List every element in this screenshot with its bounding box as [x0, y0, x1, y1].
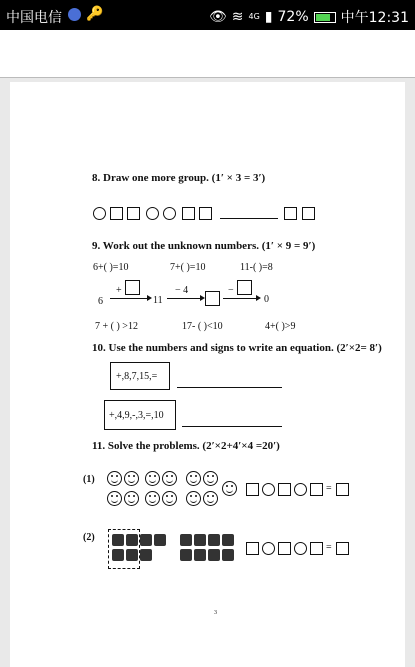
block-icon: [112, 534, 124, 546]
block-icon: [208, 549, 220, 561]
battery-icon: [314, 12, 336, 23]
arrow-icon: [223, 298, 257, 299]
square-shape: [110, 207, 123, 220]
block-icon: [126, 549, 138, 561]
q11-part-2: (2): [83, 532, 95, 543]
smiley-icon: [162, 491, 177, 506]
smiley-icon: [203, 491, 218, 506]
q9-item: 7+( )=10: [170, 262, 206, 273]
block-icon: [194, 549, 206, 561]
block-icon: [222, 549, 234, 561]
q8-title: 8. Draw one more group. (1′ × 3 = 3′): [92, 172, 266, 184]
block-icon: [194, 534, 206, 546]
q11-part-1: (1): [83, 474, 95, 485]
answer-box[interactable]: [278, 483, 291, 496]
smiley-icon: [186, 471, 201, 486]
equals-sign: =: [326, 483, 332, 494]
network-type: 4G: [248, 12, 260, 21]
q11-title: 11. Solve the problems. (2′×2+4′×4 =20′): [92, 440, 280, 452]
smiley-icon: [124, 471, 139, 486]
operator-circle[interactable]: [262, 542, 275, 555]
answer-box[interactable]: [278, 542, 291, 555]
block-icon: [126, 534, 138, 546]
q9-title: 9. Work out the unknown numbers. (1′ × 9 = 9′): [92, 240, 316, 252]
block-icon: [180, 534, 192, 546]
smiley-icon: [107, 491, 122, 506]
smiley-icon: [162, 471, 177, 486]
q10-box-1: [110, 362, 170, 390]
q10-title: 10. Use the numbers and signs to write an equation. (2′×2= 8′): [92, 342, 382, 354]
chain-op: −: [228, 285, 234, 296]
q10-box-2-text: +,4,9,-,3,=,10: [109, 410, 164, 421]
square-shape: [284, 207, 297, 220]
q10-box-2: [104, 400, 176, 430]
square-shape: [127, 207, 140, 220]
status-bar: [0, 0, 415, 30]
block-icon: [140, 534, 152, 546]
block-icon: [140, 549, 152, 561]
smiley-icon: [124, 491, 139, 506]
answer-box[interactable]: [246, 483, 259, 496]
circle-shape: [146, 207, 159, 220]
smiley-icon: [145, 491, 160, 506]
signal-icon: ▮: [264, 9, 273, 25]
q9-item: 6+( )=10: [93, 262, 129, 273]
block-icon: [112, 549, 124, 561]
equals-sign: =: [326, 542, 332, 553]
app-bar: [0, 30, 415, 78]
answer-box[interactable]: [246, 542, 259, 555]
q9-item: 11-( )=8: [240, 262, 273, 273]
q9-item: 17- ( )<10: [182, 321, 223, 332]
smiley-icon: [107, 471, 122, 486]
chain-mid: 11: [153, 295, 163, 306]
chain-box[interactable]: [237, 280, 252, 295]
chain-start: 6: [98, 296, 103, 307]
document-page[interactable]: [10, 82, 405, 667]
block-icon: [154, 534, 166, 546]
arrow-icon: [110, 298, 148, 299]
chain-op: +: [116, 285, 122, 296]
answer-box[interactable]: [310, 483, 323, 496]
answer-box[interactable]: [336, 483, 349, 496]
operator-circle[interactable]: [262, 483, 275, 496]
chain-op: − 4: [175, 285, 189, 296]
answer-blank[interactable]: [177, 387, 282, 388]
square-shape: [199, 207, 212, 220]
carrier-label: 中国电信: [6, 10, 62, 26]
eye-icon: 👁: [208, 9, 227, 25]
battery-percent: 72%: [277, 9, 309, 25]
square-shape: [182, 207, 195, 220]
clock: 中午12:31: [340, 10, 409, 26]
smiley-icon: [222, 481, 237, 496]
page-number: 3: [214, 610, 217, 616]
block-icon: [180, 549, 192, 561]
smiley-icon: [203, 471, 218, 486]
operator-circle[interactable]: [294, 483, 307, 496]
smiley-icon: [186, 491, 201, 506]
chain-end: 0: [264, 294, 269, 305]
answer-blank[interactable]: [182, 426, 282, 427]
block-icon: [222, 534, 234, 546]
hd-voice-icon: [68, 8, 81, 21]
operator-circle[interactable]: [294, 542, 307, 555]
arrow-icon: [167, 298, 201, 299]
answer-box[interactable]: [310, 542, 323, 555]
circle-shape: [163, 207, 176, 220]
answer-box[interactable]: [336, 542, 349, 555]
q10-box-1-text: +,8,7,15,=: [116, 371, 158, 382]
key-icon: 🔑: [86, 6, 104, 22]
block-icon: [208, 534, 220, 546]
q9-item: 7 + ( ) >12: [95, 321, 138, 332]
chain-box[interactable]: [125, 280, 140, 295]
q9-item: 4+( )>9: [265, 321, 296, 332]
square-shape: [302, 207, 315, 220]
answer-blank[interactable]: [220, 218, 278, 219]
wifi-icon: ≋: [231, 9, 244, 25]
circle-shape: [93, 207, 106, 220]
smiley-icon: [145, 471, 160, 486]
chain-box[interactable]: [205, 291, 220, 306]
